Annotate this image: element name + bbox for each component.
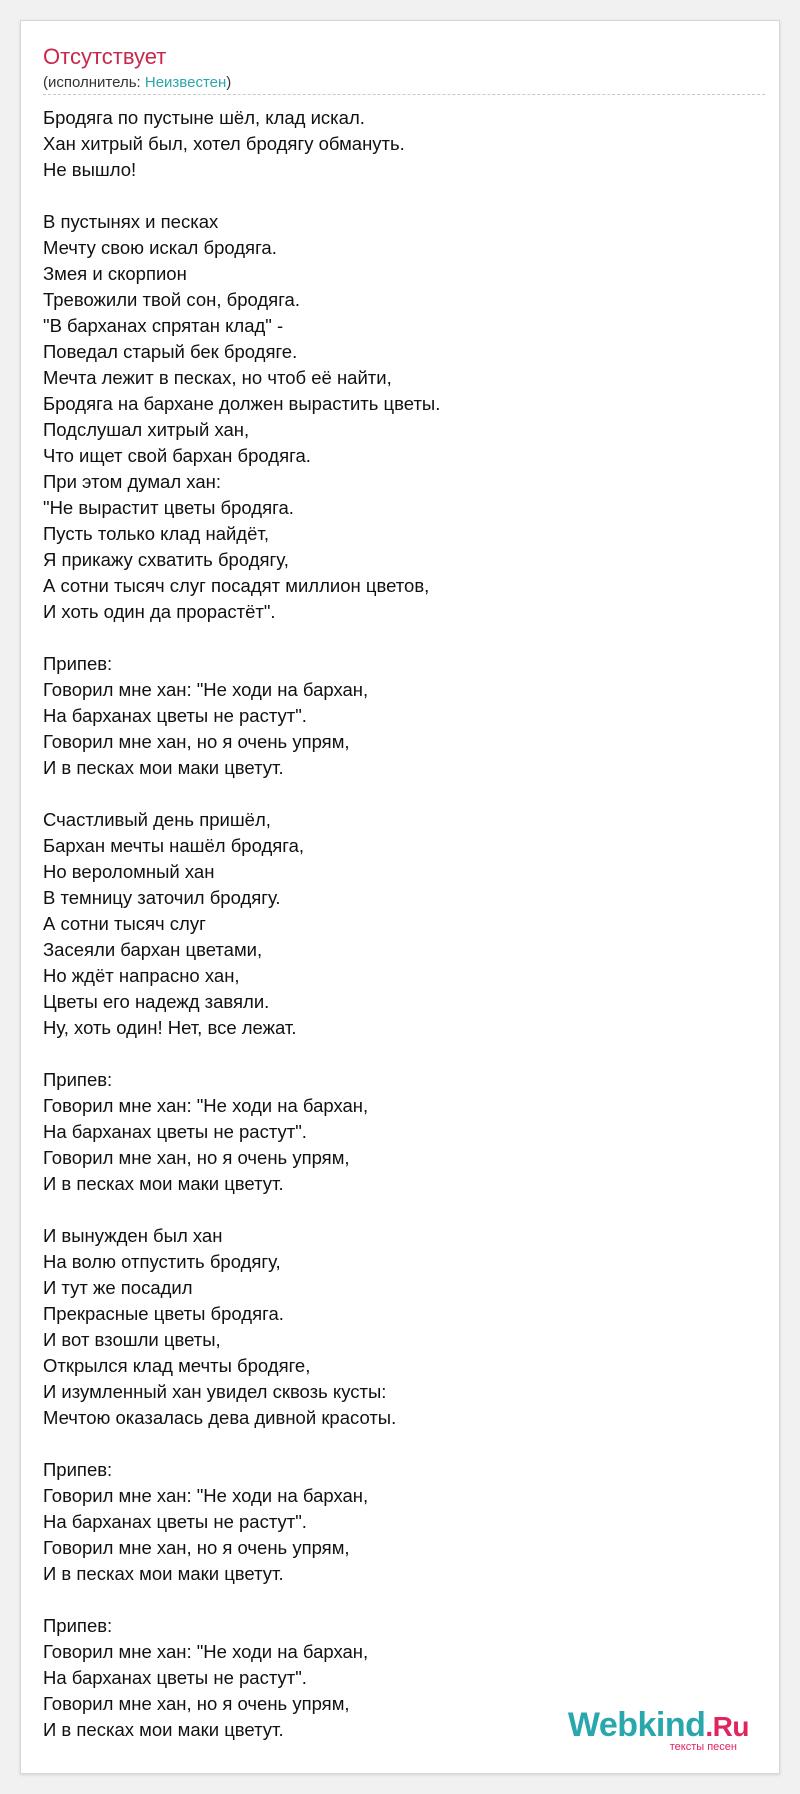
lyric-line: "Не вырастит цветы бродяга. [43, 497, 294, 518]
artist-line [43, 73, 231, 93]
lyric-line: Говорил мне хан, но я очень упрям, [43, 1693, 350, 1714]
artist-suffix: ) [226, 74, 232, 91]
lyric-line: Но ждёт напрасно хан, [43, 965, 240, 986]
song-title: Отсутствует [43, 44, 167, 69]
lyric-line: "В барханах спрятан клад" - [43, 315, 284, 336]
lyric-line: И хоть один да прорастёт". [43, 601, 276, 622]
lyric-line: Говорил мне хан, но я очень упрям, [43, 1147, 350, 1168]
lyric-blank-line [43, 1587, 763, 1613]
lyric-line: Прекрасные цветы бродяга. [43, 1303, 284, 1324]
header-divider [43, 94, 765, 95]
lyric-line: В темницу заточил бродягу. [43, 887, 281, 908]
lyric-line: Цветы его надежд завяли. [43, 991, 270, 1012]
lyric-line: Припев: [43, 1615, 113, 1636]
lyric-blank-line [43, 1041, 763, 1067]
lyric-line: Змея и скорпион [43, 263, 187, 284]
lyric-line: Говорил мне хан, но я очень упрям, [43, 1537, 350, 1558]
lyric-line: Говорил мне хан: "Не ходи на бархан, [43, 1641, 369, 1662]
lyric-line: Говорил мне хан: "Не ходи на бархан, [43, 679, 369, 700]
lyric-line: Мечту свою искал бродяга. [43, 237, 277, 258]
lyric-line: Подслушал хитрый хан, [43, 419, 250, 440]
lyric-blank-line [43, 625, 763, 651]
logo-main-text: Webkind [567, 1706, 706, 1744]
artist-prefix: (исполнитель: [43, 74, 145, 91]
lyric-line: Мечтою оказалась дева дивной красоты. [43, 1407, 397, 1428]
artist-link[interactable]: Неизвестен [144, 74, 227, 91]
lyric-blank-line [43, 781, 763, 807]
lyric-line: При этом думал хан: [43, 471, 221, 492]
lyric-line: А сотни тысяч слуг посадят миллион цветов, [43, 575, 430, 596]
lyric-line: Засеяли бархан цветами, [43, 939, 263, 960]
lyric-line: Что ищет свой бархан бродяга. [43, 445, 311, 466]
lyric-line: Бродяга на бархане должен вырастить цветы. [43, 393, 441, 414]
lyric-line: Бархан мечты нашёл бродяга, [43, 835, 305, 856]
lyric-line: А сотни тысяч слуг [43, 913, 206, 934]
lyric-line: На барханах цветы не растут". [43, 1121, 307, 1142]
logo-wordmark [568, 1707, 749, 1745]
logo-tagline: тексты песен [669, 1741, 737, 1753]
lyric-blank-line [43, 183, 763, 209]
lyric-line: Мечта лежит в песках, но чтоб её найти, [43, 367, 392, 388]
lyric-line: Пусть только клад найдёт, [43, 523, 269, 544]
lyric-line: Тревожили твой сон, бродяга. [43, 289, 300, 310]
lyric-line: Хан хитрый был, хотел бродягу обмануть. [43, 133, 405, 154]
lyric-blank-line [43, 1197, 763, 1223]
lyric-line: В пустынях и песках [43, 211, 219, 232]
lyric-line: На барханах цветы не растут". [43, 705, 307, 726]
site-logo[interactable] [568, 1707, 749, 1753]
lyric-line: Припев: [43, 1069, 113, 1090]
lyric-line: И изумленный хан увидел сквозь кусты: [43, 1381, 387, 1402]
lyric-line: Говорил мне хан: "Не ходи на бархан, [43, 1485, 369, 1506]
lyric-line: И в песках мои маки цветут. [43, 1563, 284, 1584]
lyric-line: Но вероломный хан [43, 861, 215, 882]
lyric-line: Открылся клад мечты бродяге, [43, 1355, 311, 1376]
lyrics-card [20, 20, 780, 1774]
lyric-line: Ну, хоть один! Нет, все лежат. [43, 1017, 297, 1038]
lyric-line: Говорил мне хан, но я очень упрям, [43, 731, 350, 752]
lyric-line: Не вышло! [43, 159, 137, 180]
lyric-line: На волю отпустить бродягу, [43, 1251, 281, 1272]
lyric-line: И тут же посадил [43, 1277, 193, 1298]
lyric-line: И в песках мои маки цветут. [43, 1173, 284, 1194]
lyric-line: И вот взошли цветы, [43, 1329, 221, 1350]
lyric-line: На барханах цветы не растут". [43, 1511, 307, 1532]
lyric-line: Поведал старый бек бродяге. [43, 341, 298, 362]
lyric-line: На барханах цветы не растут". [43, 1667, 307, 1688]
lyric-blank-line [43, 1431, 763, 1457]
lyric-line: И вынужден был хан [43, 1225, 223, 1246]
lyric-line: Я прикажу схватить бродягу, [43, 549, 289, 570]
lyrics-text [43, 105, 763, 1743]
lyric-line: И в песках мои маки цветут. [43, 1719, 284, 1740]
lyric-line: Говорил мне хан: "Не ходи на бархан, [43, 1095, 369, 1116]
logo-tld-text: .Ru [705, 1711, 749, 1742]
lyric-line: Счастливый день пришёл, [43, 809, 271, 830]
lyric-line: Припев: [43, 1459, 113, 1480]
lyric-line: И в песках мои маки цветут. [43, 757, 284, 778]
lyric-line: Бродяга по пустыне шёл, клад искал. [43, 107, 365, 128]
lyric-line: Припев: [43, 653, 113, 674]
